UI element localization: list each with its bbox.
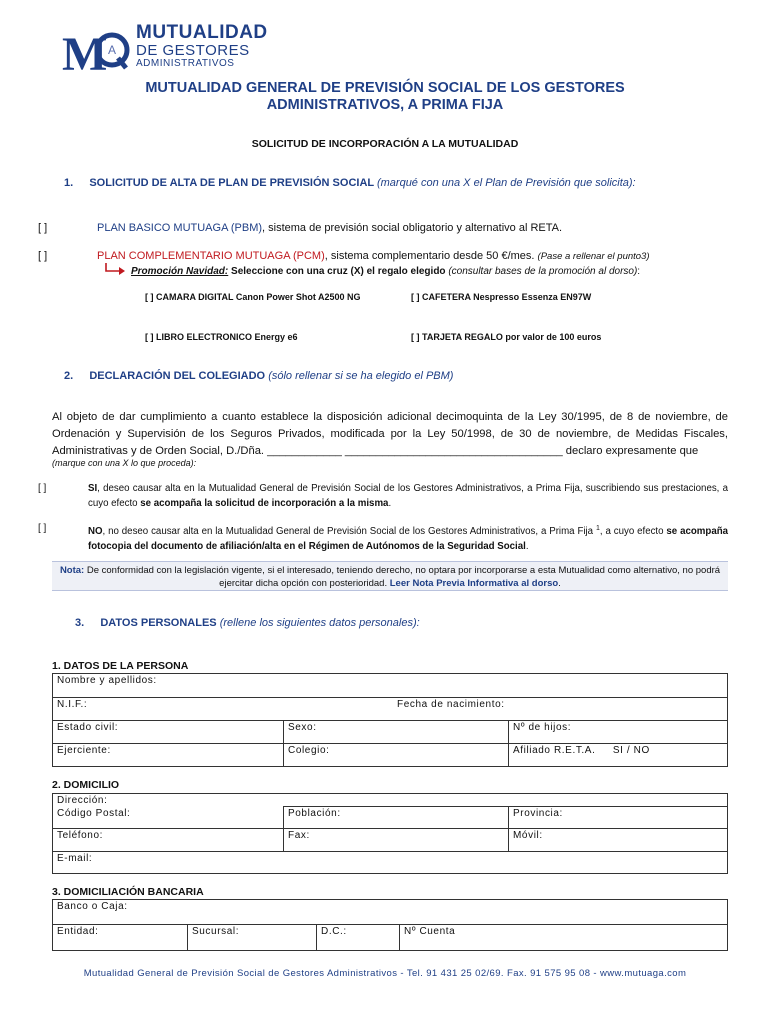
- logo-line1: MUTUALIDAD: [136, 22, 268, 43]
- note-text: De conformidad con la legislación vigente, si el interesado, teniendo derecho, no optara por incorporarse a esta Mutualidad como alternativo, no podrá ejercitar dicha opción con posterioridad.: [84, 565, 721, 589]
- gift-coffee-option[interactable]: [ ] CAFETERA Nespresso Essenza EN97W: [411, 292, 592, 302]
- logo-line2: DE GESTORES: [136, 42, 250, 59]
- note-end: .: [558, 578, 561, 589]
- pcm-checkbox[interactable]: [ ]: [38, 250, 48, 262]
- no-end: .: [525, 541, 529, 553]
- si-text: , deseo causar alta en la Mutualidad General de Previsión Social de los Gestores Administrativos, a Prima Fija, suscribiendo sus prestaciones, a cuyo efecto: [88, 483, 728, 509]
- direccion-field[interactable]: Dirección:: [53, 794, 728, 807]
- pcm-note: (Pase a rellenar el punto3): [537, 251, 650, 262]
- section2-heading: [64, 370, 453, 382]
- declaration-paragraph: Al objeto de dar cumplimiento a cuanto establece la disposición adicional decimoquinta de la Ley 30/1995, de 8 de noviembre, de Ordenación y Supervisión de los Seguros Privados, modificada por la Ley 50/1998, de 30 de noviembre, de Medidas Fiscales, Administrativas y de Orden Social, D./Dña. ____________ ___________________________________ declaro expresamente que: [52, 411, 728, 457]
- section1-number: 1.: [64, 177, 74, 189]
- pbm-option: [97, 222, 562, 234]
- pcm-option: [97, 250, 650, 262]
- domicilio-heading: 2. DOMICILIO: [52, 779, 120, 791]
- promo-note: (consultar bases de la promoción al dorso): [448, 266, 638, 277]
- svg-text:A: A: [108, 43, 117, 57]
- sexo-field[interactable]: Sexo:: [284, 721, 509, 744]
- promo-text: Seleccione con una cruz (X) el regalo elegido: [228, 266, 449, 277]
- section1-heading: [64, 177, 636, 189]
- si-end: .: [388, 498, 392, 509]
- document-title-line1: MUTUALIDAD GENERAL DE PREVISIÓN SOCIAL DE LOS GESTORES: [145, 80, 625, 96]
- section3-number: 3.: [75, 617, 85, 629]
- document-title-line2: ADMINISTRATIVOS, A PRIMA FIJA: [266, 97, 504, 113]
- section3-title: DATOS PERSONALES: [100, 617, 217, 629]
- colegio-field[interactable]: Colegio:: [284, 744, 509, 767]
- no-text2: , a cuyo efecto: [599, 526, 667, 538]
- section3-heading: [75, 617, 420, 629]
- gift-ebook-option[interactable]: [ ] LIBRO ELECTRONICO Energy e6: [145, 332, 298, 342]
- bancaria-table: [52, 899, 728, 951]
- section2-note: (sólo rellenar si se ha elegido el PBM): [268, 370, 454, 382]
- pbm-name: PLAN BASICO MUTUAGA (PBM): [97, 222, 263, 234]
- mutualidad-logo-icon: [62, 24, 134, 78]
- nombre-field[interactable]: Nombre y apellidos:: [53, 674, 728, 698]
- no-text: , no deseo causar alta en la Mutualidad General de Previsión Social de los Gestores Administrativos, a Prima Fija: [102, 526, 596, 538]
- promo-label: Promoción Navidad:: [131, 266, 229, 277]
- si-option: [88, 481, 728, 511]
- logo-line3: ADMINISTRATIVOS: [136, 58, 235, 69]
- afiliado-sino[interactable]: SI / NO: [612, 745, 650, 756]
- gift-camera-option[interactable]: [ ] CAMARA DIGITAL Canon Power Shot A2500 NG: [145, 292, 361, 302]
- bancaria-heading: 3. DOMICILIACIÓN BANCARIA: [52, 886, 204, 898]
- afiliado-field[interactable]: Afiliado R.E.T.A.: [513, 745, 596, 756]
- persona-heading: 1. DATOS DE LA PERSONA: [52, 660, 189, 672]
- section1-title: SOLICITUD DE ALTA DE PLAN DE PREVISIÓN SOCIAL: [89, 177, 374, 189]
- si-checkbox[interactable]: [ ]: [38, 483, 47, 494]
- provincia-field[interactable]: Provincia:: [509, 807, 728, 829]
- pbm-desc: , sistema de previsión social obligatorio y alternativo al RETA.: [262, 222, 563, 234]
- poblacion-field[interactable]: Población:: [284, 807, 509, 829]
- pcm-name: PLAN COMPLEMENTARIO MUTUAGA (PCM): [97, 250, 325, 262]
- section2-number: 2.: [64, 370, 74, 382]
- document-subtitle: SOLICITUD DE INCORPORACIÓN A LA MUTUALIDAD: [251, 138, 519, 150]
- sucursal-field[interactable]: Sucursal:: [188, 925, 317, 951]
- domicilio-table: [52, 793, 728, 874]
- gift-card-option[interactable]: [ ] TARJETA REGALO por valor de 100 euros: [411, 332, 602, 342]
- note-link[interactable]: Leer Nota Previa Informativa al dorso: [389, 578, 559, 589]
- no-option: [88, 521, 728, 554]
- si-bold: se acompaña la solicitud de incorporación a la misma: [140, 498, 389, 509]
- fax-field[interactable]: Fax:: [284, 829, 509, 852]
- ejerciente-field[interactable]: Ejerciente:: [53, 744, 284, 767]
- arrow-icon: [104, 263, 126, 275]
- section2-title: DECLARACIÓN DEL COLEGIADO: [89, 370, 266, 382]
- section1-note: (marqué con una X el Plan de Previsión que solicita):: [376, 177, 636, 189]
- mark-note: (marque con una X lo que proceda):: [52, 458, 197, 468]
- dc-field[interactable]: D.C.:: [317, 925, 400, 951]
- section3-note: (rellene los siguientes datos personales):: [219, 617, 420, 629]
- estado-field[interactable]: Estado civil:: [53, 721, 284, 744]
- legal-note-box: [52, 561, 728, 591]
- promo-line: [131, 266, 640, 277]
- nif-field[interactable]: N.I.F.:: [57, 699, 88, 710]
- no-checkbox[interactable]: [ ]: [38, 523, 47, 534]
- note-label: Nota:: [59, 565, 85, 576]
- no-word: NO: [88, 526, 103, 538]
- si-word: SI: [88, 483, 98, 494]
- email-field[interactable]: E-mail:: [53, 852, 728, 874]
- entidad-field[interactable]: Entidad:: [53, 925, 188, 951]
- cp-field[interactable]: Código Postal:: [53, 807, 284, 829]
- afiliado-cell: [509, 744, 728, 767]
- persona-table: [52, 673, 728, 767]
- cuenta-field[interactable]: Nº Cuenta: [400, 925, 728, 951]
- svg-text:M: M: [62, 28, 108, 78]
- fecha-field[interactable]: Fecha de nacimiento:: [397, 699, 505, 710]
- no-footnote-ref: 1: [595, 525, 600, 532]
- nif-row: [53, 698, 728, 721]
- banco-field[interactable]: Banco o Caja:: [53, 900, 728, 925]
- page-footer: Mutualidad General de Previsión Social de Gestores Administrativos - Tel. 91 431 25 02/69. Fax. 91 575 95 08 - www.mutuaga.com: [83, 968, 687, 979]
- promo-colon: :: [637, 266, 641, 277]
- movil-field[interactable]: Móvil:: [509, 829, 728, 852]
- pcm-desc: , sistema complementario desde 50 €/mes.: [324, 250, 535, 262]
- telefono-field[interactable]: Teléfono:: [53, 829, 284, 852]
- hijos-field[interactable]: Nº de hijos:: [509, 721, 728, 744]
- pbm-checkbox[interactable]: [ ]: [38, 222, 48, 234]
- no-bold: se acompaña fotocopia del documento de afiliación/alta en el Régimen de Autónomos de la Seguridad Social: [88, 526, 729, 553]
